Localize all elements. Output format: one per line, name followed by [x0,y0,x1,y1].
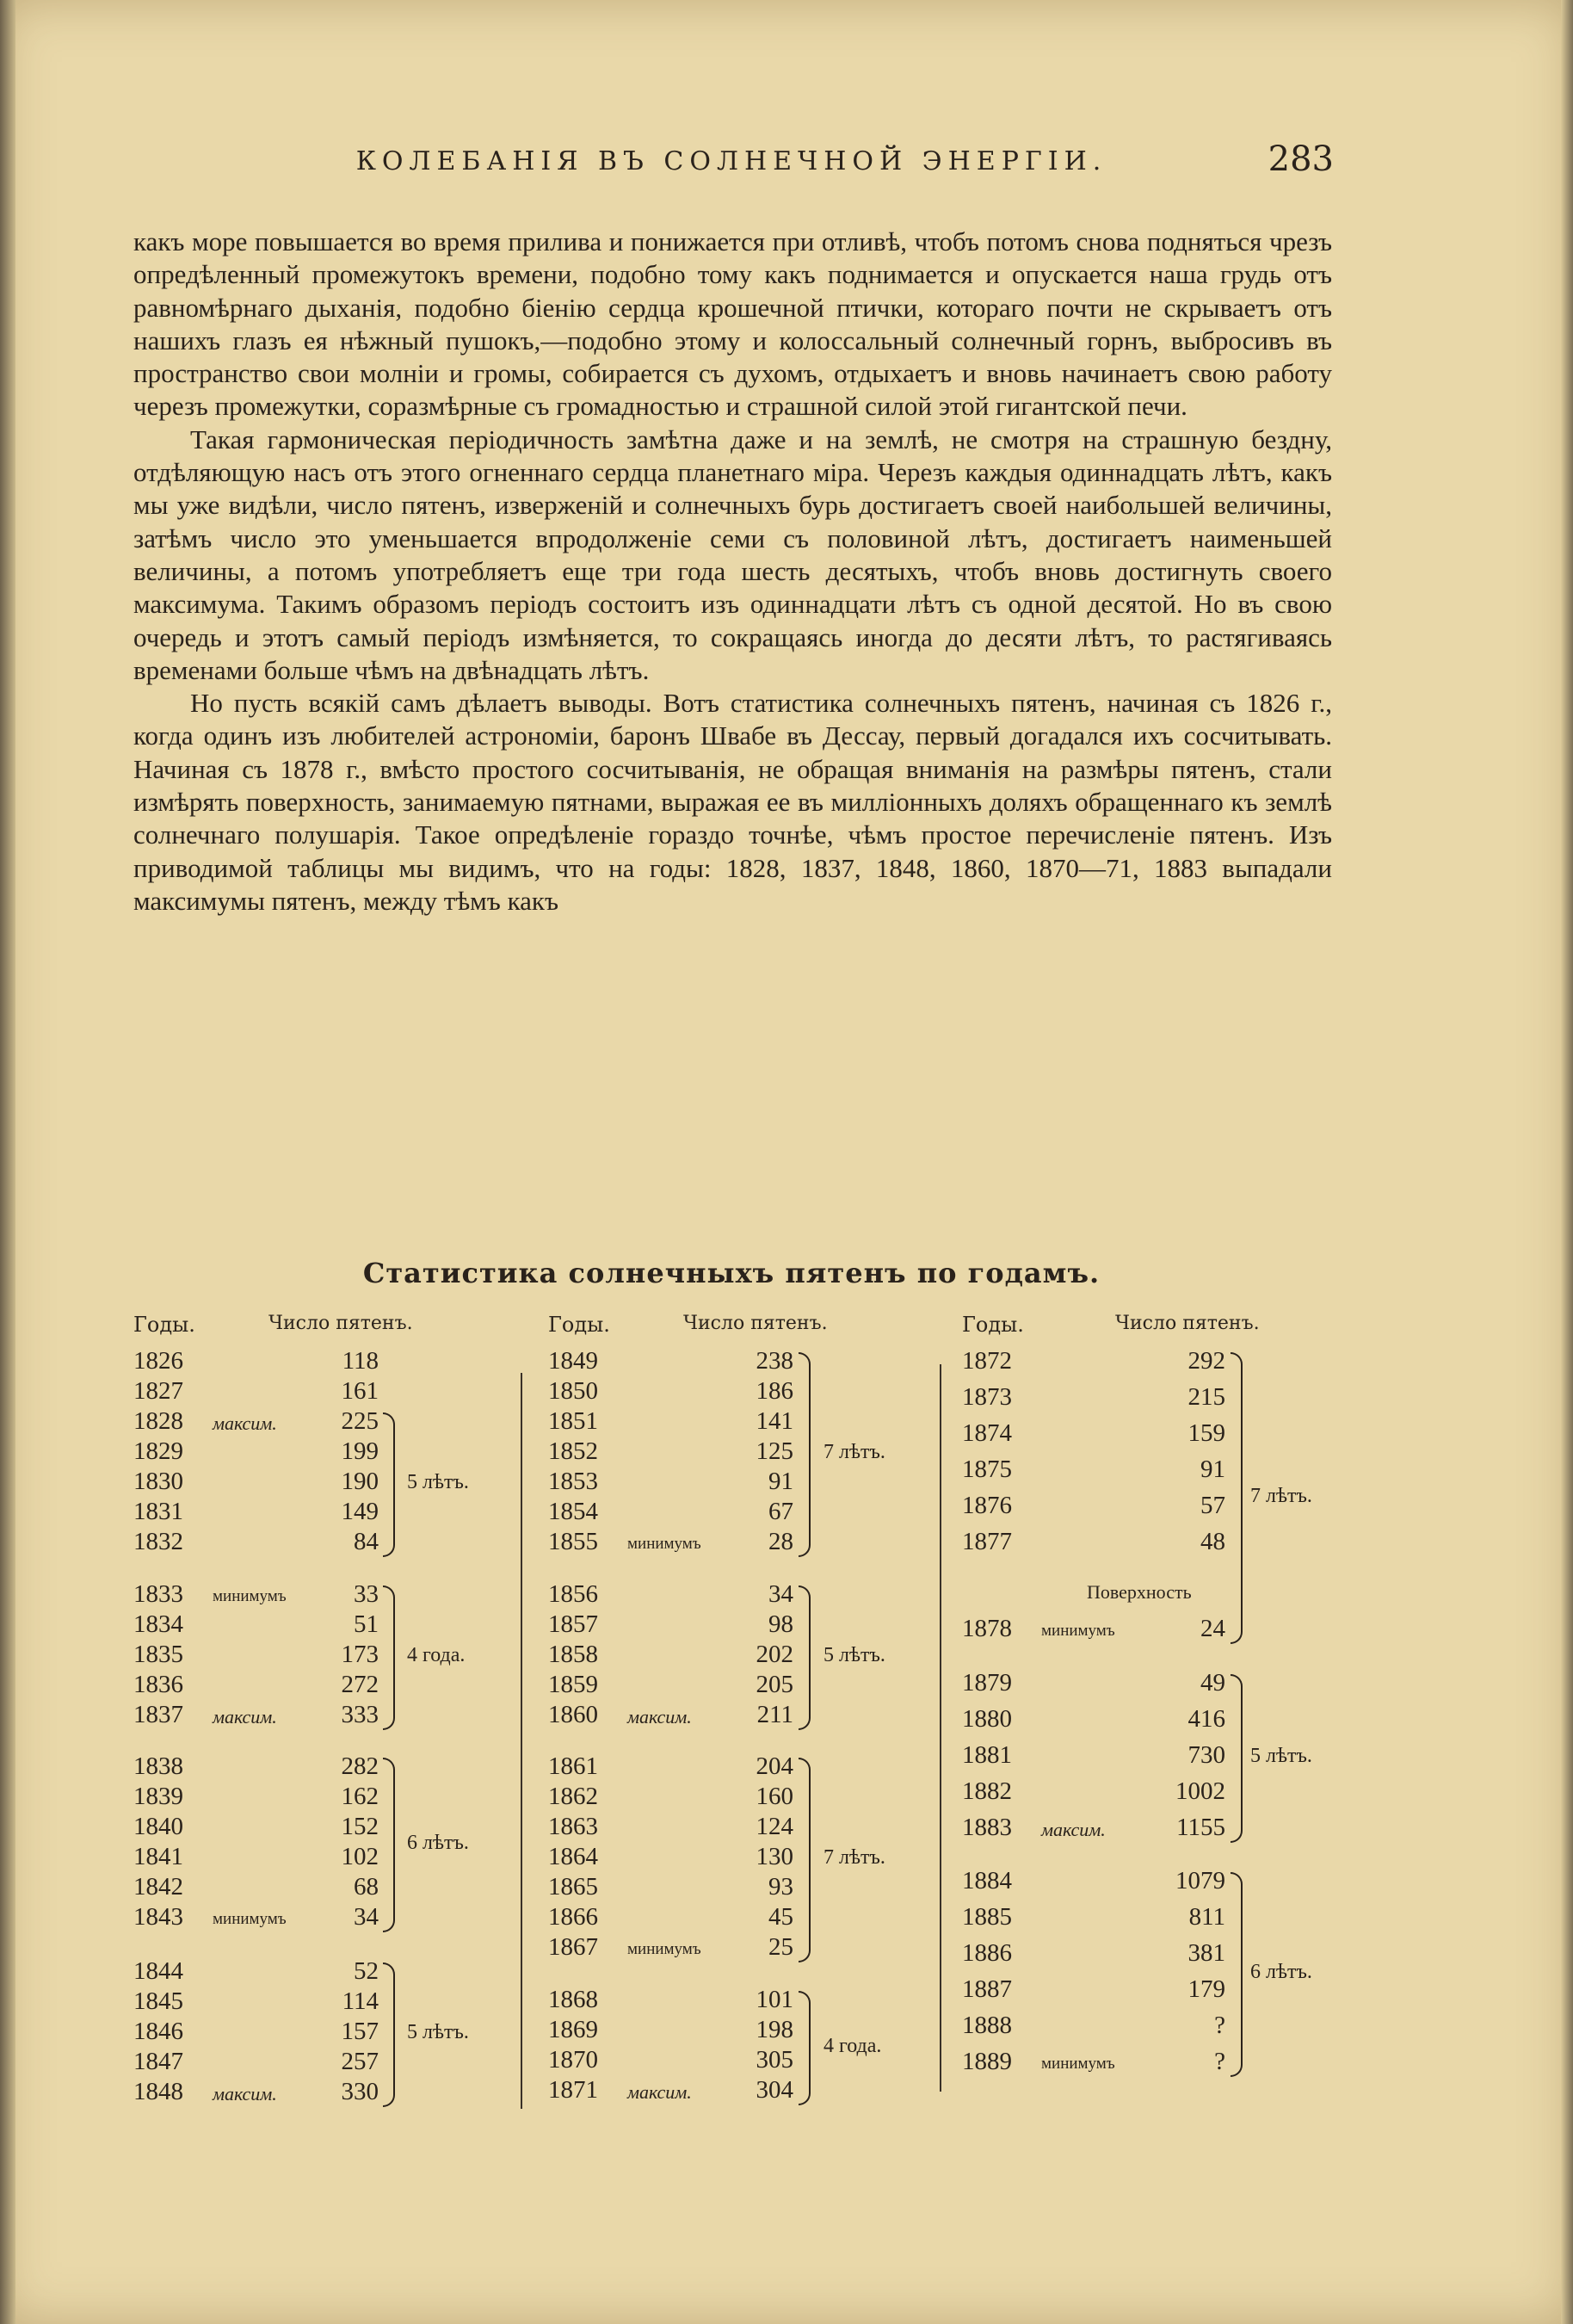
count-cell: 114 [342,1987,379,2015]
table-row [962,1383,1227,1413]
year-cell: 1832 [133,1528,183,1555]
count-cell: 225 [341,1407,379,1435]
count-cell: 28 [768,1528,793,1555]
year-cell: 1834 [133,1610,183,1638]
table-row [962,1528,1227,1558]
year-cell: 1865 [548,1873,598,1901]
table-row [962,1867,1227,1897]
count-cell: 282 [341,1752,379,1780]
year-cell: 1852 [548,1437,598,1465]
table-row [548,1468,795,1498]
column-header-count: Число пятенъ. [683,1313,828,1334]
period-label: 5 лѣтъ. [1250,1745,1312,1767]
count-cell: 730 [1187,1741,1225,1769]
table-row [133,1752,380,1783]
note-cell: минимумъ [1041,1622,1115,1640]
year-cell: 1829 [133,1437,183,1465]
table-row [548,1610,795,1641]
count-cell: 34 [768,1580,793,1608]
year-cell: 1872 [962,1347,1012,1375]
year-cell: 1860 [548,1701,598,1728]
count-cell: 161 [341,1377,379,1405]
table-row [962,1903,1227,1933]
note-cell: минимумъ [627,1940,701,1958]
count-cell: 33 [354,1580,379,1608]
table-row [133,1498,380,1528]
period-label: 5 лѣтъ. [407,1471,469,1493]
count-cell: 67 [768,1498,793,1525]
count-cell: 24 [1200,1615,1225,1642]
count-cell: 198 [756,2016,793,2043]
table-row [548,1641,795,1671]
table-row [962,1669,1227,1699]
count-cell: 149 [341,1498,379,1525]
year-cell: 1856 [548,1580,598,1608]
page-number: 283 [1268,139,1334,179]
count-cell: ? [1214,2012,1225,2039]
count-cell: 91 [1200,1456,1225,1483]
period-brace [383,1758,395,1932]
year-cell: 1883 [962,1814,1012,1841]
table-row [962,2012,1227,2042]
table-row [548,1580,795,1610]
table-row [133,1528,380,1558]
year-cell: 1830 [133,1468,183,1495]
count-cell: 1079 [1175,1867,1225,1894]
table-row [962,1777,1227,1808]
year-cell: 1882 [962,1777,1012,1805]
year-cell: 1864 [548,1843,598,1870]
year-cell: 1868 [548,1986,598,2013]
table-row [133,1957,380,1987]
table-row [133,1783,380,1813]
year-cell: 1857 [548,1610,598,1638]
table-row [133,1407,380,1437]
year-cell: 1888 [962,2012,1012,2039]
column-divider [940,1364,941,2092]
count-cell: 162 [341,1783,379,1810]
year-cell: 1841 [133,1843,183,1870]
table-row [133,1641,380,1671]
count-cell: 125 [756,1437,793,1465]
count-cell: 124 [756,1813,793,1840]
table-row [962,1492,1227,1522]
table-row [133,2078,380,2108]
year-cell: 1884 [962,1867,1012,1894]
year-cell: 1838 [133,1752,183,1780]
period-brace [799,1758,811,1962]
period-label: 5 лѣтъ. [407,2021,469,2043]
period-label: 7 лѣтъ. [824,1846,885,1869]
table-row [548,1347,795,1377]
table-row [962,1347,1227,1377]
year-cell: 1850 [548,1377,598,1405]
period-brace [799,1585,811,1730]
count-cell: 49 [1200,1669,1225,1697]
year-cell: 1866 [548,1903,598,1931]
table-row [548,2076,795,2106]
year-cell: 1886 [962,1939,1012,1967]
count-cell: 333 [341,1701,379,1728]
year-cell: 1858 [548,1641,598,1668]
count-cell: 205 [756,1671,793,1698]
year-cell: 1862 [548,1783,598,1810]
year-cell: 1844 [133,1957,183,1985]
table-row [548,1843,795,1873]
year-cell: 1885 [962,1903,1012,1931]
count-cell: 179 [1187,1975,1225,2003]
count-cell: 152 [341,1813,379,1840]
year-cell: 1859 [548,1671,598,1698]
column-header-year: Годы. [133,1313,195,1337]
column-header-year: Годы. [548,1313,610,1337]
table-row [548,1903,795,1933]
table-row [548,1671,795,1701]
table-row [133,1437,380,1468]
count-cell: 141 [756,1407,793,1435]
count-cell: 102 [341,1843,379,1870]
table-row [962,1419,1227,1449]
count-cell: 25 [768,1933,793,1961]
year-cell: 1845 [133,1987,183,2015]
count-cell: 98 [768,1610,793,1638]
table-row [133,1580,380,1610]
running-head: КОЛЕБАНІЯ ВЪ СОЛНЕЧНОЙ ЭНЕРГІИ. [355,146,1107,176]
period-brace [383,1585,395,1730]
table-row [133,1701,380,1731]
year-cell: 1854 [548,1498,598,1525]
table-row [548,1813,795,1843]
count-cell: 199 [341,1437,379,1465]
year-cell: 1848 [133,2078,183,2105]
year-cell: 1855 [548,1528,598,1555]
table-row [133,1671,380,1701]
count-cell: 1002 [1175,1777,1225,1805]
year-cell: 1869 [548,2016,598,2043]
period-label: 7 лѣтъ. [1250,1484,1312,1507]
paragraph: Но пусть всякій самъ дѣлаетъ выводы. Вотъ статистика солнечныхъ пятенъ, начиная съ 1826 г., когда одинъ изъ любителей астрономіи, баронъ Швабе въ Дессау, первый догадался ихъ сосчитывать. Начиная съ 1878 г., вмѣсто простого сосчитыванія, не обращая вниманія на размѣры пятенъ, стали измѣрять поверхность, занимаемую пятнами, выражая ее въ милліонныхъ доляхъ обращеннаго къ землѣ солнечнаго полушарія. Такое опредѣленіе гораздо точнѣе, чѣмъ простое перечисленіе пятенъ. Изъ приводимой таблицы мы видимъ, что на годы: 1828, 1837, 1848, 1860, 1870—71, 1883 выпадали максимумы пятенъ, между тѣмъ какъ [133,688,1332,916]
table-row [962,1456,1227,1486]
year-cell: 1879 [962,1669,1012,1697]
table-row [548,1437,795,1468]
table-row [133,2048,380,2078]
count-cell: 186 [756,1377,793,1405]
table-row [133,1987,380,2018]
table-row [962,2048,1227,2078]
table-row [962,1705,1227,1735]
table-row [548,1873,795,1903]
year-cell: 1842 [133,1873,183,1901]
table-row [548,1783,795,1813]
count-cell: 93 [768,1873,793,1901]
count-cell: ? [1214,2048,1225,2075]
count-cell: 173 [341,1641,379,1668]
note-cell: максим. [627,2081,692,2103]
note-cell: минимумъ [213,1910,287,1928]
year-cell: 1867 [548,1933,598,1961]
count-cell: 211 [756,1701,793,1728]
year-cell: 1874 [962,1419,1012,1447]
table-row [962,1939,1227,1969]
count-cell: 101 [756,1986,793,2013]
year-cell: 1835 [133,1641,183,1668]
period-label: 5 лѣтъ. [824,1644,885,1666]
count-cell: 91 [768,1468,793,1495]
paragraph: какъ море повышается во время прилива и понижается при отливѣ, чтобъ потомъ снова подняться чрезъ опредѣленный промежутокъ времени, подобно тому какъ поднимается и опускается наша грудь отъ равномѣрнаго дыханія, подобно біенію сердца крошечной птички, котораго почти не скрываетъ отъ нашихъ глазъ ея нѣжный пушокъ,—подобно этому и колоссальный солнечный горнъ, выбросивъ въ пространство свои молніи и громы, собирается съ духомъ, отдыхаетъ и вновь начинаетъ свою работу черезъ промежутки, соразмѣрные съ громадностью и страшной силой этой гигантской печи. [133,226,1332,422]
year-cell: 1836 [133,1671,183,1698]
column-header-count: Число пятенъ. [268,1313,413,1334]
count-cell: 68 [354,1873,379,1901]
count-cell: 34 [354,1903,379,1931]
year-cell: 1880 [962,1705,1012,1733]
table-row [962,1975,1227,2006]
year-cell: 1831 [133,1498,183,1525]
year-cell: 1839 [133,1783,183,1810]
table-row [548,1933,795,1963]
table-row [548,1701,795,1731]
table-row [548,1377,795,1407]
note-cell: минимумъ [213,1587,287,1605]
count-cell: 118 [342,1347,379,1375]
count-cell: 272 [341,1671,379,1698]
count-cell: 1155 [1176,1814,1225,1841]
year-cell: 1863 [548,1813,598,1840]
year-cell: 1887 [962,1975,1012,2003]
note-cell: максим. [213,1412,277,1434]
period-label: 6 лѣтъ. [1250,1961,1312,1983]
count-cell: 304 [756,2076,793,2104]
period-brace [799,1991,811,2105]
year-cell: 1876 [962,1492,1012,1519]
table-row [548,2046,795,2076]
note-cell: максим. [213,1706,277,1728]
count-cell: 159 [1187,1419,1225,1447]
period-brace [799,1352,811,1557]
table-row [133,1347,380,1377]
count-cell: 130 [756,1843,793,1870]
count-cell: 51 [354,1610,379,1638]
year-cell: 1870 [548,2046,598,2074]
year-cell: 1861 [548,1752,598,1780]
count-cell: 305 [756,2046,793,2074]
period-label: 6 лѣтъ. [407,1831,469,1854]
period-brace [1231,1674,1243,1843]
table-row [548,1407,795,1437]
period-label: 4 года. [407,1644,466,1666]
table-row [548,2016,795,2046]
note-cell: минимумъ [1041,2055,1115,2073]
period-label: 7 лѣтъ. [824,1441,885,1463]
year-cell: 1851 [548,1407,598,1435]
column-divider [521,1373,522,2109]
year-cell: 1873 [962,1383,1012,1411]
year-cell: 1840 [133,1813,183,1840]
count-cell: 48 [1200,1528,1225,1555]
table-row [133,1843,380,1873]
year-cell: 1826 [133,1347,183,1375]
year-cell: 1849 [548,1347,598,1375]
count-cell: 215 [1187,1383,1225,1411]
year-cell: 1878 [962,1615,1012,1642]
count-cell: 57 [1200,1492,1225,1519]
table-title: Статистика солнечныхъ пятенъ по годамъ. [362,1257,1101,1289]
table-row [962,1741,1227,1771]
table-row [133,1377,380,1407]
count-cell: 257 [341,2048,379,2075]
table-row [548,1528,795,1558]
year-cell: 1837 [133,1701,183,1728]
count-cell: 330 [341,2078,379,2105]
note-cell: максим. [213,2083,277,2105]
count-cell: 416 [1187,1705,1225,1733]
table-row [133,1873,380,1903]
year-cell: 1877 [962,1528,1012,1555]
count-cell: 45 [768,1903,793,1931]
table-row [133,2018,380,2048]
count-cell: 190 [341,1468,379,1495]
count-cell: 204 [756,1752,793,1780]
table-row [133,1813,380,1843]
year-cell: 1889 [962,2048,1012,2075]
note-cell: максим. [627,1706,692,1728]
count-cell: 292 [1187,1347,1225,1375]
table-row [962,1814,1227,1844]
count-cell: 811 [1188,1903,1225,1931]
column-header-year: Годы. [962,1313,1024,1337]
count-cell: 202 [756,1641,793,1668]
count-cell: 160 [756,1783,793,1810]
table-row [548,1752,795,1783]
note-cell: минимумъ [627,1535,701,1553]
table-row [548,1986,795,2016]
period-brace [1231,1872,1243,2077]
year-cell: 1846 [133,2018,183,2045]
period-brace [383,1962,395,2107]
period-brace [383,1412,395,1557]
table-row [962,1615,1227,1645]
year-cell: 1881 [962,1741,1012,1769]
surface-label: Поверхность [1087,1581,1192,1603]
year-cell: 1875 [962,1456,1012,1483]
table-row [133,1468,380,1498]
count-cell: 157 [341,2018,379,2045]
period-label: 4 года. [824,2034,882,2057]
count-cell: 381 [1187,1939,1225,1967]
year-cell: 1871 [548,2076,598,2104]
paragraph: Такая гармоническая періодичность замѣтна даже и на землѣ, не смотря на страшную бездну, отдѣляющую насъ отъ этого огненнаго сердца планетнаго міра. Черезъ каждыя одиннадцать лѣтъ, какъ мы уже видѣли, число пятенъ, изверженій и солнечныхъ бурь достигаетъ своей наибольшей величины, затѣмъ число это уменьшается впродолженіе семи съ половиной лѣтъ, достигаетъ наименьшей величины, а потомъ употребляетъ еще три года шесть десятыхъ, чтобъ вновь достигнуть своего максимума. Такимъ образомъ періодъ состоитъ изъ одиннадцати лѣтъ съ одной десятой. Но въ свою очередь и этотъ самый періодъ измѣняется, то сокращаясь иногда до десяти лѣтъ, то растягиваясь временами больше чѣмъ на двѣнадцать лѣтъ. [133,423,1332,685]
year-cell: 1833 [133,1580,183,1608]
count-cell: 84 [354,1528,379,1555]
year-cell: 1828 [133,1407,183,1435]
column-header-count: Число пятенъ. [1115,1313,1260,1334]
table-row [133,1610,380,1641]
note-cell: максим. [1041,1819,1106,1840]
year-cell: 1843 [133,1903,183,1931]
period-brace [1231,1352,1243,1644]
table-row [548,1498,795,1528]
year-cell: 1827 [133,1377,183,1405]
body-text [133,226,1332,918]
count-cell: 238 [756,1347,793,1375]
table-row [133,1903,380,1933]
year-cell: 1853 [548,1468,598,1495]
year-cell: 1847 [133,2048,183,2075]
count-cell: 52 [354,1957,379,1985]
